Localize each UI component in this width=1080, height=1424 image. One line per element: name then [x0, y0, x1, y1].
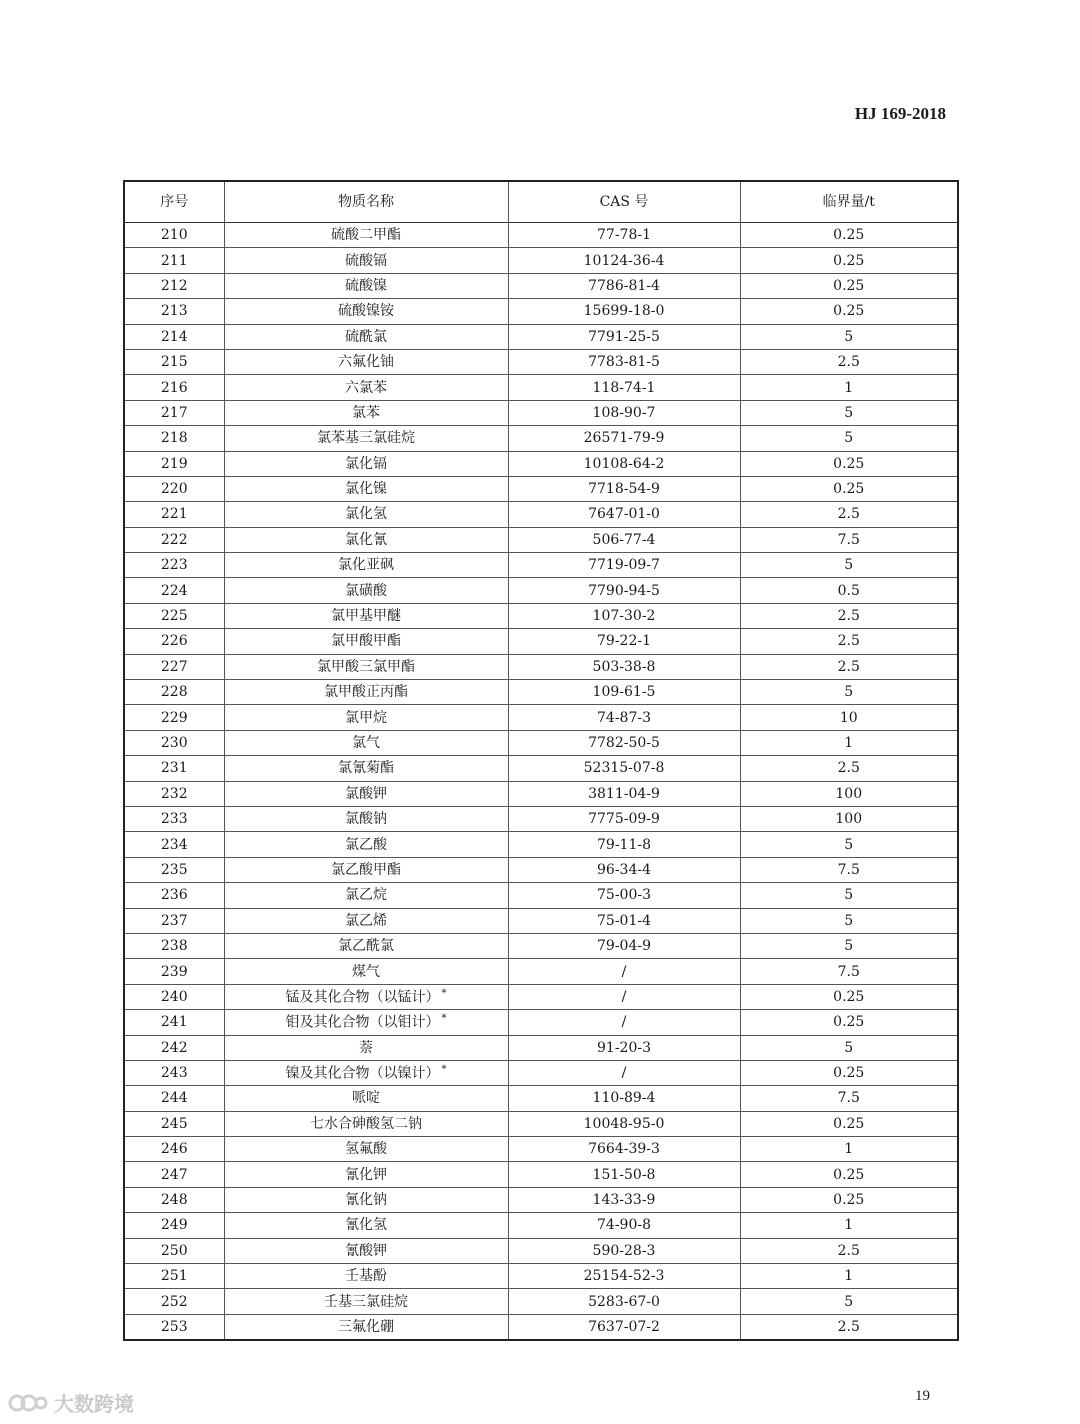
cell-threshold: 7.5: [740, 857, 958, 882]
cell-threshold: 2.5: [740, 629, 958, 654]
substance-name: 氯气: [352, 735, 380, 751]
substance-name: 硫酸镍: [345, 277, 387, 294]
cell-no: 234: [124, 832, 224, 857]
table-row: [124, 1289, 958, 1314]
cell-no: 213: [124, 299, 224, 324]
cell-cas: 7790-94-5: [508, 578, 740, 603]
cell-threshold: 2.5: [740, 1314, 958, 1340]
substance-name: 氯化镉: [345, 455, 387, 472]
table-row: [124, 680, 958, 705]
cell-threshold: 1: [740, 1137, 958, 1162]
table-body: [124, 223, 958, 1341]
cell-name: [224, 1035, 508, 1060]
cell-cas: 91-20-3: [508, 1035, 740, 1060]
cell-name: [224, 1162, 508, 1187]
substance-name: 氯乙烯: [345, 912, 387, 929]
cell-threshold: 5: [740, 832, 958, 857]
cell-no: 219: [124, 451, 224, 476]
cell-threshold: 0.5: [740, 578, 958, 603]
cell-name: [224, 1264, 508, 1289]
table-row: [124, 857, 958, 882]
column-header-threshold: 临界量/t: [740, 181, 958, 223]
cell-no: 217: [124, 400, 224, 425]
cell-name: [224, 527, 508, 552]
table-row: [124, 806, 958, 831]
substance-name: 氯化亚砜: [338, 557, 394, 574]
table-row: [124, 1010, 958, 1035]
cell-name: [224, 933, 508, 958]
table-row: [124, 781, 958, 806]
table-row: [124, 527, 958, 552]
cell-threshold: 1: [740, 375, 958, 400]
substance-name: 氯乙烷: [345, 887, 387, 904]
table-row: [124, 1264, 958, 1289]
substance-name: 氯苯: [352, 404, 380, 421]
table-row: [124, 959, 958, 984]
cell-no: 247: [124, 1162, 224, 1187]
table-row: [124, 1238, 958, 1263]
substance-name: 六氟化铀: [338, 354, 394, 371]
cell-threshold: 7.5: [740, 959, 958, 984]
cell-cas: /: [508, 1010, 740, 1035]
table-row: [124, 705, 958, 730]
cell-threshold: 5: [740, 426, 958, 451]
cell-no: 236: [124, 883, 224, 908]
cell-cas: 7775-09-9: [508, 806, 740, 831]
footnote-marker: *: [441, 1013, 447, 1025]
cell-no: 227: [124, 654, 224, 679]
substance-name: 氯甲酸甲酯: [331, 633, 401, 650]
cell-no: 240: [124, 984, 224, 1009]
cell-no: 225: [124, 603, 224, 628]
cell-threshold: 0.25: [740, 1111, 958, 1136]
cell-no: 230: [124, 730, 224, 755]
cell-cas: 590-28-3: [508, 1238, 740, 1263]
cell-name: [224, 883, 508, 908]
cell-threshold: 10: [740, 705, 958, 730]
substance-name: 氯乙酸甲酯: [331, 861, 401, 878]
substance-name: 硫酸二甲酯: [331, 227, 401, 244]
cell-threshold: 2.5: [740, 603, 958, 628]
cell-no: 237: [124, 908, 224, 933]
cell-no: 244: [124, 1086, 224, 1111]
cell-threshold: 100: [740, 806, 958, 831]
cell-no: 251: [124, 1264, 224, 1289]
watermark: [8, 1388, 134, 1417]
cell-cas: 151-50-8: [508, 1162, 740, 1187]
cell-cas: 7783-81-5: [508, 349, 740, 374]
cell-name: [224, 502, 508, 527]
cell-threshold: 7.5: [740, 527, 958, 552]
substance-name: 壬基酚: [345, 1268, 387, 1285]
cell-name: [224, 553, 508, 578]
table-row: [124, 375, 958, 400]
cell-cas: 108-90-7: [508, 400, 740, 425]
page-number: 19: [915, 1388, 930, 1404]
cell-name: [224, 400, 508, 425]
cell-cas: 79-22-1: [508, 629, 740, 654]
cell-name: [224, 806, 508, 831]
cell-name: [224, 680, 508, 705]
watermark-text: 大数跨境: [54, 1392, 134, 1416]
cell-threshold: 0.25: [740, 299, 958, 324]
cell-no: 229: [124, 705, 224, 730]
cell-name: [224, 857, 508, 882]
column-header-no: 序号: [124, 181, 224, 223]
table-row: [124, 603, 958, 628]
cell-cas: 77-78-1: [508, 223, 740, 248]
substance-name: 氯苯基三氯硅烷: [317, 430, 415, 447]
cell-no: 243: [124, 1060, 224, 1085]
cell-cas: 7791-25-5: [508, 324, 740, 349]
cell-threshold: 1: [740, 1213, 958, 1238]
table-row: [124, 832, 958, 857]
cell-cas: /: [508, 984, 740, 1009]
column-header-name: 物质名称: [224, 181, 508, 223]
substance-name: 氯乙酰氯: [338, 938, 394, 955]
cell-no: 249: [124, 1213, 224, 1238]
cell-no: 220: [124, 476, 224, 501]
table-row: [124, 1213, 958, 1238]
cell-name: [224, 1187, 508, 1212]
substance-name: 氰化钾: [345, 1166, 387, 1183]
cell-no: 218: [124, 426, 224, 451]
cell-threshold: 0.25: [740, 1162, 958, 1187]
cell-no: 211: [124, 248, 224, 273]
table-row: [124, 908, 958, 933]
cell-cas: 74-90-8: [508, 1213, 740, 1238]
cell-name: [224, 375, 508, 400]
cell-name: [224, 1010, 508, 1035]
cell-threshold: 5: [740, 1289, 958, 1314]
substance-name: 硫酸镉: [345, 252, 387, 269]
table-row: [124, 273, 958, 298]
cell-no: 226: [124, 629, 224, 654]
cell-no: 238: [124, 933, 224, 958]
table-row: [124, 1111, 958, 1136]
table-row: [124, 553, 958, 578]
cell-cas: 7786-81-4: [508, 273, 740, 298]
cell-no: 252: [124, 1289, 224, 1314]
cell-cas: 7664-39-3: [508, 1137, 740, 1162]
cell-name: [224, 1289, 508, 1314]
cell-threshold: 2.5: [740, 502, 958, 527]
cell-threshold: 5: [740, 553, 958, 578]
cell-name: [224, 578, 508, 603]
watermark-logo-icon: [8, 1390, 48, 1416]
cell-cas: 7719-09-7: [508, 553, 740, 578]
cell-threshold: 0.25: [740, 451, 958, 476]
substance-name: 氯乙酸: [345, 836, 387, 853]
substance-name: 钼及其化合物（以钼计）: [285, 1015, 440, 1032]
substance-name: 七水合砷酸氢二钠: [310, 1115, 422, 1132]
header-row: [124, 181, 958, 223]
cell-cas: 143-33-9: [508, 1187, 740, 1212]
cell-threshold: 0.25: [740, 1010, 958, 1035]
cell-no: 233: [124, 806, 224, 831]
substance-name: 氯甲酸三氯甲酯: [317, 658, 415, 675]
substance-name: 氯酸钠: [345, 811, 387, 828]
table-row: [124, 1187, 958, 1212]
cell-threshold: 0.25: [740, 273, 958, 298]
cell-no: 253: [124, 1314, 224, 1340]
cell-name: [224, 1060, 508, 1085]
table-row: [124, 756, 958, 781]
cell-name: [224, 324, 508, 349]
cell-no: 214: [124, 324, 224, 349]
table-row: [124, 578, 958, 603]
cell-no: 245: [124, 1111, 224, 1136]
cell-no: 222: [124, 527, 224, 552]
substance-name: 氰化氢: [345, 1217, 387, 1234]
cell-name: [224, 299, 508, 324]
cell-threshold: 5: [740, 680, 958, 705]
cell-cas: 107-30-2: [508, 603, 740, 628]
column-header-cas: CAS 号: [508, 181, 740, 223]
footnote-marker: *: [441, 988, 447, 1000]
substance-name: 氯甲基甲醚: [331, 608, 401, 625]
substance-name: 氯磺酸: [345, 582, 387, 599]
substance-name: 硫酸镍铵: [338, 303, 394, 320]
cell-threshold: 0.25: [740, 1060, 958, 1085]
substance-table-container: [123, 180, 957, 1341]
cell-name: [224, 476, 508, 501]
table-row: [124, 451, 958, 476]
substance-name: 六氯苯: [345, 379, 387, 396]
cell-threshold: 2.5: [740, 756, 958, 781]
cell-cas: 74-87-3: [508, 705, 740, 730]
cell-threshold: 7.5: [740, 1086, 958, 1111]
cell-threshold: 1: [740, 730, 958, 755]
table-header: [124, 181, 958, 223]
cell-cas: 10048-95-0: [508, 1111, 740, 1136]
cell-cas: 3811-04-9: [508, 781, 740, 806]
cell-threshold: 0.25: [740, 984, 958, 1009]
cell-cas: /: [508, 1060, 740, 1085]
substance-name: 壬基三氯硅烷: [324, 1293, 408, 1310]
table-row: [124, 400, 958, 425]
cell-threshold: 2.5: [740, 349, 958, 374]
cell-name: [224, 248, 508, 273]
cell-cas: 7637-07-2: [508, 1314, 740, 1340]
table-row: [124, 299, 958, 324]
cell-name: [224, 705, 508, 730]
substance-name: 氰化钠: [345, 1192, 387, 1209]
cell-name: [224, 1137, 508, 1162]
substance-name: 锰及其化合物（以锰计）: [285, 989, 440, 1006]
substance-name: 氯化镍: [345, 481, 387, 498]
cell-name: [224, 730, 508, 755]
cell-cas: 7782-50-5: [508, 730, 740, 755]
cell-no: 231: [124, 756, 224, 781]
cell-no: 246: [124, 1137, 224, 1162]
cell-name: [224, 832, 508, 857]
substance-name: 氯甲酸正丙酯: [324, 684, 408, 701]
cell-cas: 79-04-9: [508, 933, 740, 958]
cell-no: 250: [124, 1238, 224, 1263]
cell-cas: 10108-64-2: [508, 451, 740, 476]
table-row: [124, 1314, 958, 1340]
substance-name: 镍及其化合物（以镍计）: [285, 1065, 440, 1082]
cell-no: 228: [124, 680, 224, 705]
cell-cas: 7718-54-9: [508, 476, 740, 501]
substance-name: 氢氟酸: [345, 1141, 387, 1158]
table-row: [124, 984, 958, 1009]
cell-no: 248: [124, 1187, 224, 1212]
table-row: [124, 730, 958, 755]
cell-no: 224: [124, 578, 224, 603]
cell-threshold: 2.5: [740, 1238, 958, 1263]
cell-name: [224, 451, 508, 476]
table-row: [124, 1035, 958, 1060]
cell-threshold: 5: [740, 1035, 958, 1060]
cell-threshold: 0.25: [740, 248, 958, 273]
table-row: [124, 476, 958, 501]
cell-threshold: 5: [740, 933, 958, 958]
table-row: [124, 349, 958, 374]
cell-cas: 79-11-8: [508, 832, 740, 857]
table-row: [124, 426, 958, 451]
cell-name: [224, 603, 508, 628]
cell-cas: 5283-67-0: [508, 1289, 740, 1314]
cell-name: [224, 959, 508, 984]
substance-name: 氯化氢: [345, 506, 387, 523]
cell-threshold: 5: [740, 908, 958, 933]
cell-cas: 26571-79-9: [508, 426, 740, 451]
table-row: [124, 324, 958, 349]
table-row: [124, 248, 958, 273]
substance-name: 煤气: [352, 963, 380, 980]
cell-no: 212: [124, 273, 224, 298]
substance-name: 氰酸钾: [345, 1242, 387, 1259]
cell-cas: 110-89-4: [508, 1086, 740, 1111]
cell-name: [224, 908, 508, 933]
cell-cas: 10124-36-4: [508, 248, 740, 273]
substance-name: 氯氰菊酯: [338, 760, 394, 777]
cell-name: [224, 223, 508, 248]
substance-table: [123, 180, 959, 1341]
cell-threshold: 100: [740, 781, 958, 806]
cell-name: [224, 1238, 508, 1263]
document-code: HJ 169-2018: [854, 104, 946, 123]
cell-name: [224, 426, 508, 451]
cell-cas: 75-00-3: [508, 883, 740, 908]
table-row: [124, 654, 958, 679]
cell-no: 210: [124, 223, 224, 248]
cell-no: 215: [124, 349, 224, 374]
cell-no: 239: [124, 959, 224, 984]
cell-name: [224, 654, 508, 679]
substance-name: 氯酸钾: [345, 785, 387, 802]
table-row: [124, 1162, 958, 1187]
cell-threshold: 0.25: [740, 1187, 958, 1212]
cell-name: [224, 984, 508, 1009]
substance-name: 氯化氰: [345, 531, 387, 548]
substance-name: 哌啶: [352, 1090, 380, 1107]
table-row: [124, 883, 958, 908]
cell-name: [224, 1314, 508, 1340]
cell-threshold: 5: [740, 400, 958, 425]
cell-cas: 503-38-8: [508, 654, 740, 679]
table-row: [124, 502, 958, 527]
cell-name: [224, 629, 508, 654]
cell-cas: 118-74-1: [508, 375, 740, 400]
substance-name: 氯甲烷: [345, 709, 387, 726]
table-row: [124, 1086, 958, 1111]
table-row: [124, 1137, 958, 1162]
table-row: [124, 629, 958, 654]
substance-name: 萘: [359, 1039, 373, 1056]
table-row: [124, 223, 958, 248]
cell-cas: 96-34-4: [508, 857, 740, 882]
cell-threshold: 0.25: [740, 223, 958, 248]
cell-threshold: 5: [740, 883, 958, 908]
cell-cas: 7647-01-0: [508, 502, 740, 527]
cell-cas: 52315-07-8: [508, 756, 740, 781]
substance-name: 硫酰氯: [345, 328, 387, 345]
cell-cas: 506-77-4: [508, 527, 740, 552]
table-row: [124, 1060, 958, 1085]
cell-name: [224, 273, 508, 298]
cell-threshold: 2.5: [740, 654, 958, 679]
cell-cas: 109-61-5: [508, 680, 740, 705]
cell-no: 232: [124, 781, 224, 806]
cell-name: [224, 756, 508, 781]
cell-cas: 15699-18-0: [508, 299, 740, 324]
cell-cas: 25154-52-3: [508, 1264, 740, 1289]
footnote-marker: *: [441, 1064, 447, 1076]
cell-threshold: 5: [740, 324, 958, 349]
cell-no: 216: [124, 375, 224, 400]
cell-threshold: 1: [740, 1264, 958, 1289]
cell-name: [224, 349, 508, 374]
substance-name: 三氟化硼: [338, 1318, 394, 1335]
cell-no: 241: [124, 1010, 224, 1035]
cell-no: 242: [124, 1035, 224, 1060]
cell-no: 223: [124, 553, 224, 578]
cell-threshold: 0.25: [740, 476, 958, 501]
cell-no: 221: [124, 502, 224, 527]
cell-no: 235: [124, 857, 224, 882]
cell-name: [224, 1213, 508, 1238]
cell-name: [224, 1086, 508, 1111]
cell-name: [224, 1111, 508, 1136]
cell-cas: 75-01-4: [508, 908, 740, 933]
cell-cas: /: [508, 959, 740, 984]
cell-name: [224, 781, 508, 806]
table-row: [124, 933, 958, 958]
